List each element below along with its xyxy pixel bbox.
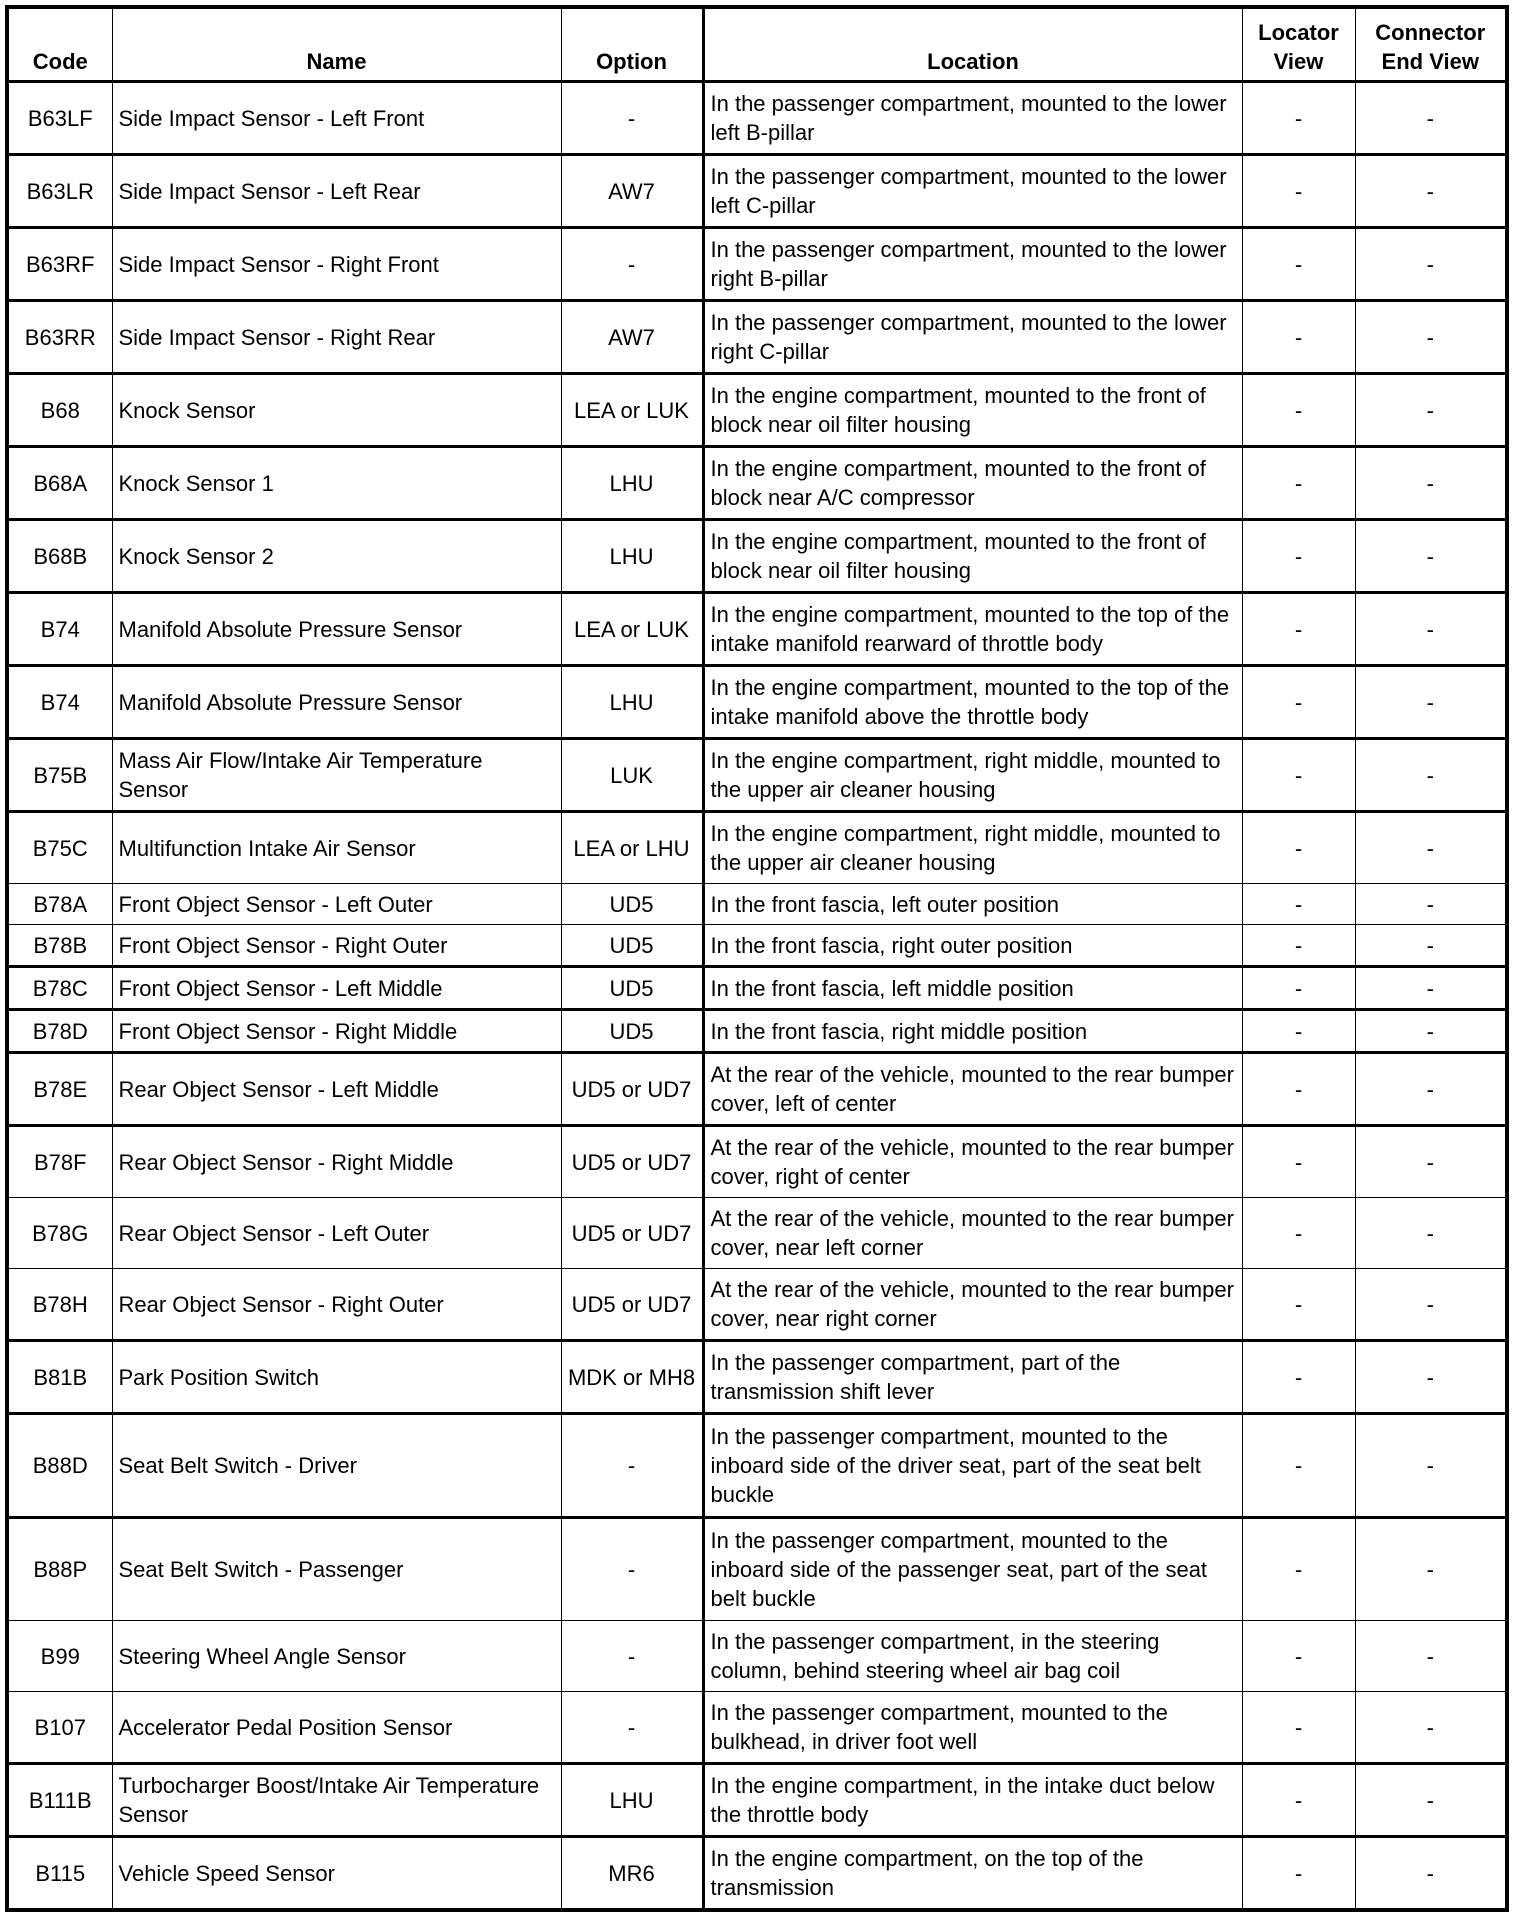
table-row <box>7 1414 1507 1518</box>
header-connector-end-view-line2: End View <box>1381 49 1479 74</box>
cell-code: B81B <box>7 1341 112 1414</box>
cell-connector-end-view: - <box>1355 1837 1507 1911</box>
cell-code: B78F <box>7 1126 112 1198</box>
cell-location: At the rear of the vehicle, mounted to the rear bumper cover, near left corner <box>703 1198 1242 1269</box>
cell-name: Side Impact Sensor - Right Front <box>112 228 561 301</box>
cell-locator-view: - <box>1242 1198 1355 1269</box>
cell-name: Side Impact Sensor - Left Front <box>112 82 561 155</box>
cell-location: In the passenger compartment, part of the transmission shift lever <box>703 1341 1242 1414</box>
cell-option: LEA or LUK <box>561 593 703 666</box>
cell-code: B78E <box>7 1053 112 1126</box>
cell-name: Knock Sensor 2 <box>112 520 561 593</box>
cell-connector-end-view: - <box>1355 1269 1507 1341</box>
cell-name: Knock Sensor 1 <box>112 447 561 520</box>
header-location: Location <box>703 7 1242 82</box>
cell-name: Rear Object Sensor - Right Outer <box>112 1269 561 1341</box>
cell-location: At the rear of the vehicle, mounted to the rear bumper cover, near right corner <box>703 1269 1242 1341</box>
cell-code: B78B <box>7 925 112 967</box>
cell-location: In the engine compartment, in the intake duct below the throttle body <box>703 1764 1242 1837</box>
table-body <box>7 82 1507 1911</box>
cell-code: B78G <box>7 1198 112 1269</box>
cell-location: In the front fascia, left middle position <box>703 967 1242 1010</box>
cell-option: LEA or LUK <box>561 374 703 447</box>
cell-name: Manifold Absolute Pressure Sensor <box>112 666 561 739</box>
table-row <box>7 884 1507 925</box>
cell-location: In the front fascia, right middle position <box>703 1010 1242 1053</box>
cell-option: UD5 <box>561 967 703 1010</box>
header-connector-end-view <box>1355 7 1507 82</box>
cell-name: Front Object Sensor - Right Middle <box>112 1010 561 1053</box>
cell-name: Steering Wheel Angle Sensor <box>112 1621 561 1692</box>
cell-code: B68 <box>7 374 112 447</box>
cell-option: UD5 <box>561 1010 703 1053</box>
cell-option: UD5 or UD7 <box>561 1198 703 1269</box>
cell-connector-end-view: - <box>1355 593 1507 666</box>
table-row <box>7 593 1507 666</box>
cell-location: In the passenger compartment, mounted to the lower right B-pillar <box>703 228 1242 301</box>
cell-location: In the engine compartment, mounted to the top of the intake manifold rearward of throttle body <box>703 593 1242 666</box>
cell-locator-view: - <box>1242 1764 1355 1837</box>
cell-locator-view: - <box>1242 82 1355 155</box>
cell-connector-end-view: - <box>1355 739 1507 812</box>
cell-code: B74 <box>7 666 112 739</box>
table-row <box>7 301 1507 374</box>
cell-name: Front Object Sensor - Left Middle <box>112 967 561 1010</box>
table-row <box>7 82 1507 155</box>
cell-code: B75B <box>7 739 112 812</box>
cell-option: - <box>561 82 703 155</box>
cell-locator-view: - <box>1242 739 1355 812</box>
cell-option: MR6 <box>561 1837 703 1911</box>
cell-locator-view: - <box>1242 1518 1355 1621</box>
cell-connector-end-view: - <box>1355 1621 1507 1692</box>
table-row <box>7 1764 1507 1837</box>
table-row <box>7 925 1507 967</box>
cell-code: B107 <box>7 1692 112 1764</box>
cell-code: B63RF <box>7 228 112 301</box>
cell-connector-end-view: - <box>1355 666 1507 739</box>
cell-connector-end-view: - <box>1355 1518 1507 1621</box>
table-row <box>7 1053 1507 1126</box>
cell-name: Accelerator Pedal Position Sensor <box>112 1692 561 1764</box>
cell-option: UD5 or UD7 <box>561 1126 703 1198</box>
cell-location: At the rear of the vehicle, mounted to the rear bumper cover, left of center <box>703 1053 1242 1126</box>
cell-location: In the front fascia, left outer position <box>703 884 1242 925</box>
cell-name: Rear Object Sensor - Right Middle <box>112 1126 561 1198</box>
table-row <box>7 520 1507 593</box>
cell-code: B68A <box>7 447 112 520</box>
table-row <box>7 967 1507 1010</box>
cell-name: Front Object Sensor - Left Outer <box>112 884 561 925</box>
cell-location: In the passenger compartment, mounted to the lower left C-pillar <box>703 155 1242 228</box>
cell-name: Side Impact Sensor - Left Rear <box>112 155 561 228</box>
cell-connector-end-view: - <box>1355 301 1507 374</box>
cell-location: In the engine compartment, mounted to the front of block near oil filter housing <box>703 520 1242 593</box>
cell-locator-view: - <box>1242 1269 1355 1341</box>
cell-name: Front Object Sensor - Right Outer <box>112 925 561 967</box>
cell-option: LEA or LHU <box>561 812 703 884</box>
cell-code: B78A <box>7 884 112 925</box>
cell-option: UD5 or UD7 <box>561 1053 703 1126</box>
header-locator-view <box>1242 7 1355 82</box>
header-name: Name <box>112 7 561 82</box>
cell-code: B74 <box>7 593 112 666</box>
cell-connector-end-view: - <box>1355 1053 1507 1126</box>
cell-code: B63LR <box>7 155 112 228</box>
cell-name: Rear Object Sensor - Left Outer <box>112 1198 561 1269</box>
cell-connector-end-view: - <box>1355 1010 1507 1053</box>
cell-location: In the engine compartment, mounted to the front of block near oil filter housing <box>703 374 1242 447</box>
cell-connector-end-view: - <box>1355 228 1507 301</box>
cell-locator-view: - <box>1242 301 1355 374</box>
table-row <box>7 1621 1507 1692</box>
component-locator-table <box>5 5 1509 1912</box>
cell-location: In the engine compartment, on the top of the transmission <box>703 1837 1242 1911</box>
table-row <box>7 1269 1507 1341</box>
cell-location: In the passenger compartment, mounted to the inboard side of the driver seat, part of the seat belt buckle <box>703 1414 1242 1518</box>
cell-connector-end-view: - <box>1355 967 1507 1010</box>
cell-option: LHU <box>561 447 703 520</box>
table-row <box>7 812 1507 884</box>
table-header <box>7 7 1507 82</box>
table-row <box>7 1837 1507 1911</box>
cell-locator-view: - <box>1242 1837 1355 1911</box>
table-row <box>7 1198 1507 1269</box>
cell-locator-view: - <box>1242 1414 1355 1518</box>
table-row <box>7 447 1507 520</box>
cell-name: Mass Air Flow/Intake Air Temperature Sensor <box>112 739 561 812</box>
cell-location: In the engine compartment, mounted to the front of block near A/C compressor <box>703 447 1242 520</box>
cell-location: In the engine compartment, mounted to the top of the intake manifold above the throttle body <box>703 666 1242 739</box>
table-row <box>7 228 1507 301</box>
table-row <box>7 1692 1507 1764</box>
cell-name: Side Impact Sensor - Right Rear <box>112 301 561 374</box>
cell-code: B78H <box>7 1269 112 1341</box>
table-row <box>7 1010 1507 1053</box>
cell-locator-view: - <box>1242 666 1355 739</box>
cell-option: AW7 <box>561 301 703 374</box>
component-locator-table-container <box>5 5 1505 1912</box>
cell-code: B88P <box>7 1518 112 1621</box>
cell-name: Multifunction Intake Air Sensor <box>112 812 561 884</box>
cell-code: B88D <box>7 1414 112 1518</box>
cell-name: Rear Object Sensor - Left Middle <box>112 1053 561 1126</box>
cell-locator-view: - <box>1242 228 1355 301</box>
header-option: Option <box>561 7 703 82</box>
cell-locator-view: - <box>1242 520 1355 593</box>
header-code: Code <box>7 7 112 82</box>
cell-locator-view: - <box>1242 967 1355 1010</box>
cell-name: Park Position Switch <box>112 1341 561 1414</box>
cell-option: - <box>561 1692 703 1764</box>
header-locator-view-line1: Locator <box>1258 20 1339 45</box>
cell-location: In the engine compartment, right middle, mounted to the upper air cleaner housing <box>703 812 1242 884</box>
cell-connector-end-view: - <box>1355 1692 1507 1764</box>
cell-code: B68B <box>7 520 112 593</box>
cell-name: Seat Belt Switch - Driver <box>112 1414 561 1518</box>
cell-location: In the passenger compartment, mounted to the lower right C-pillar <box>703 301 1242 374</box>
cell-location: In the passenger compartment, in the steering column, behind steering wheel air bag coil <box>703 1621 1242 1692</box>
cell-option: LHU <box>561 666 703 739</box>
cell-code: B75C <box>7 812 112 884</box>
cell-location: At the rear of the vehicle, mounted to the rear bumper cover, right of center <box>703 1126 1242 1198</box>
cell-option: LHU <box>561 1764 703 1837</box>
cell-locator-view: - <box>1242 1053 1355 1126</box>
cell-connector-end-view: - <box>1355 1341 1507 1414</box>
table-row <box>7 666 1507 739</box>
table-row <box>7 374 1507 447</box>
cell-connector-end-view: - <box>1355 155 1507 228</box>
cell-location: In the front fascia, right outer position <box>703 925 1242 967</box>
cell-code: B63RR <box>7 301 112 374</box>
cell-option: - <box>561 1518 703 1621</box>
cell-location: In the passenger compartment, mounted to the bulkhead, in driver foot well <box>703 1692 1242 1764</box>
cell-option: LUK <box>561 739 703 812</box>
cell-code: B99 <box>7 1621 112 1692</box>
cell-connector-end-view: - <box>1355 1414 1507 1518</box>
cell-code: B63LF <box>7 82 112 155</box>
cell-code: B78C <box>7 967 112 1010</box>
cell-option: MDK or MH8 <box>561 1341 703 1414</box>
cell-name: Manifold Absolute Pressure Sensor <box>112 593 561 666</box>
table-row <box>7 1126 1507 1198</box>
cell-locator-view: - <box>1242 1010 1355 1053</box>
cell-locator-view: - <box>1242 155 1355 228</box>
cell-option: UD5 or UD7 <box>561 1269 703 1341</box>
cell-connector-end-view: - <box>1355 374 1507 447</box>
cell-name: Vehicle Speed Sensor <box>112 1837 561 1911</box>
cell-locator-view: - <box>1242 884 1355 925</box>
cell-location: In the passenger compartment, mounted to the inboard side of the passenger seat, part of the seat belt buckle <box>703 1518 1242 1621</box>
cell-option: UD5 <box>561 884 703 925</box>
cell-locator-view: - <box>1242 593 1355 666</box>
cell-locator-view: - <box>1242 812 1355 884</box>
cell-connector-end-view: - <box>1355 82 1507 155</box>
table-row <box>7 1341 1507 1414</box>
cell-code: B111B <box>7 1764 112 1837</box>
cell-location: In the engine compartment, right middle, mounted to the upper air cleaner housing <box>703 739 1242 812</box>
cell-name: Seat Belt Switch - Passenger <box>112 1518 561 1621</box>
cell-connector-end-view: - <box>1355 812 1507 884</box>
cell-locator-view: - <box>1242 374 1355 447</box>
cell-code: B115 <box>7 1837 112 1911</box>
cell-connector-end-view: - <box>1355 1764 1507 1837</box>
cell-option: UD5 <box>561 925 703 967</box>
header-locator-view-line2: View <box>1273 49 1324 74</box>
cell-option: AW7 <box>561 155 703 228</box>
cell-location: In the passenger compartment, mounted to the lower left B-pillar <box>703 82 1242 155</box>
table-row <box>7 739 1507 812</box>
cell-locator-view: - <box>1242 447 1355 520</box>
cell-connector-end-view: - <box>1355 1198 1507 1269</box>
cell-name: Turbocharger Boost/Intake Air Temperature Sensor <box>112 1764 561 1837</box>
table-row <box>7 1518 1507 1621</box>
cell-name: Knock Sensor <box>112 374 561 447</box>
cell-locator-view: - <box>1242 1126 1355 1198</box>
cell-connector-end-view: - <box>1355 884 1507 925</box>
cell-code: B78D <box>7 1010 112 1053</box>
table-row <box>7 155 1507 228</box>
cell-option: - <box>561 1621 703 1692</box>
cell-connector-end-view: - <box>1355 447 1507 520</box>
cell-locator-view: - <box>1242 925 1355 967</box>
header-connector-end-view-line1: Connector <box>1375 20 1486 45</box>
cell-locator-view: - <box>1242 1341 1355 1414</box>
cell-connector-end-view: - <box>1355 520 1507 593</box>
cell-connector-end-view: - <box>1355 925 1507 967</box>
cell-option: LHU <box>561 520 703 593</box>
cell-option: - <box>561 228 703 301</box>
cell-connector-end-view: - <box>1355 1126 1507 1198</box>
cell-locator-view: - <box>1242 1692 1355 1764</box>
cell-option: - <box>561 1414 703 1518</box>
cell-locator-view: - <box>1242 1621 1355 1692</box>
